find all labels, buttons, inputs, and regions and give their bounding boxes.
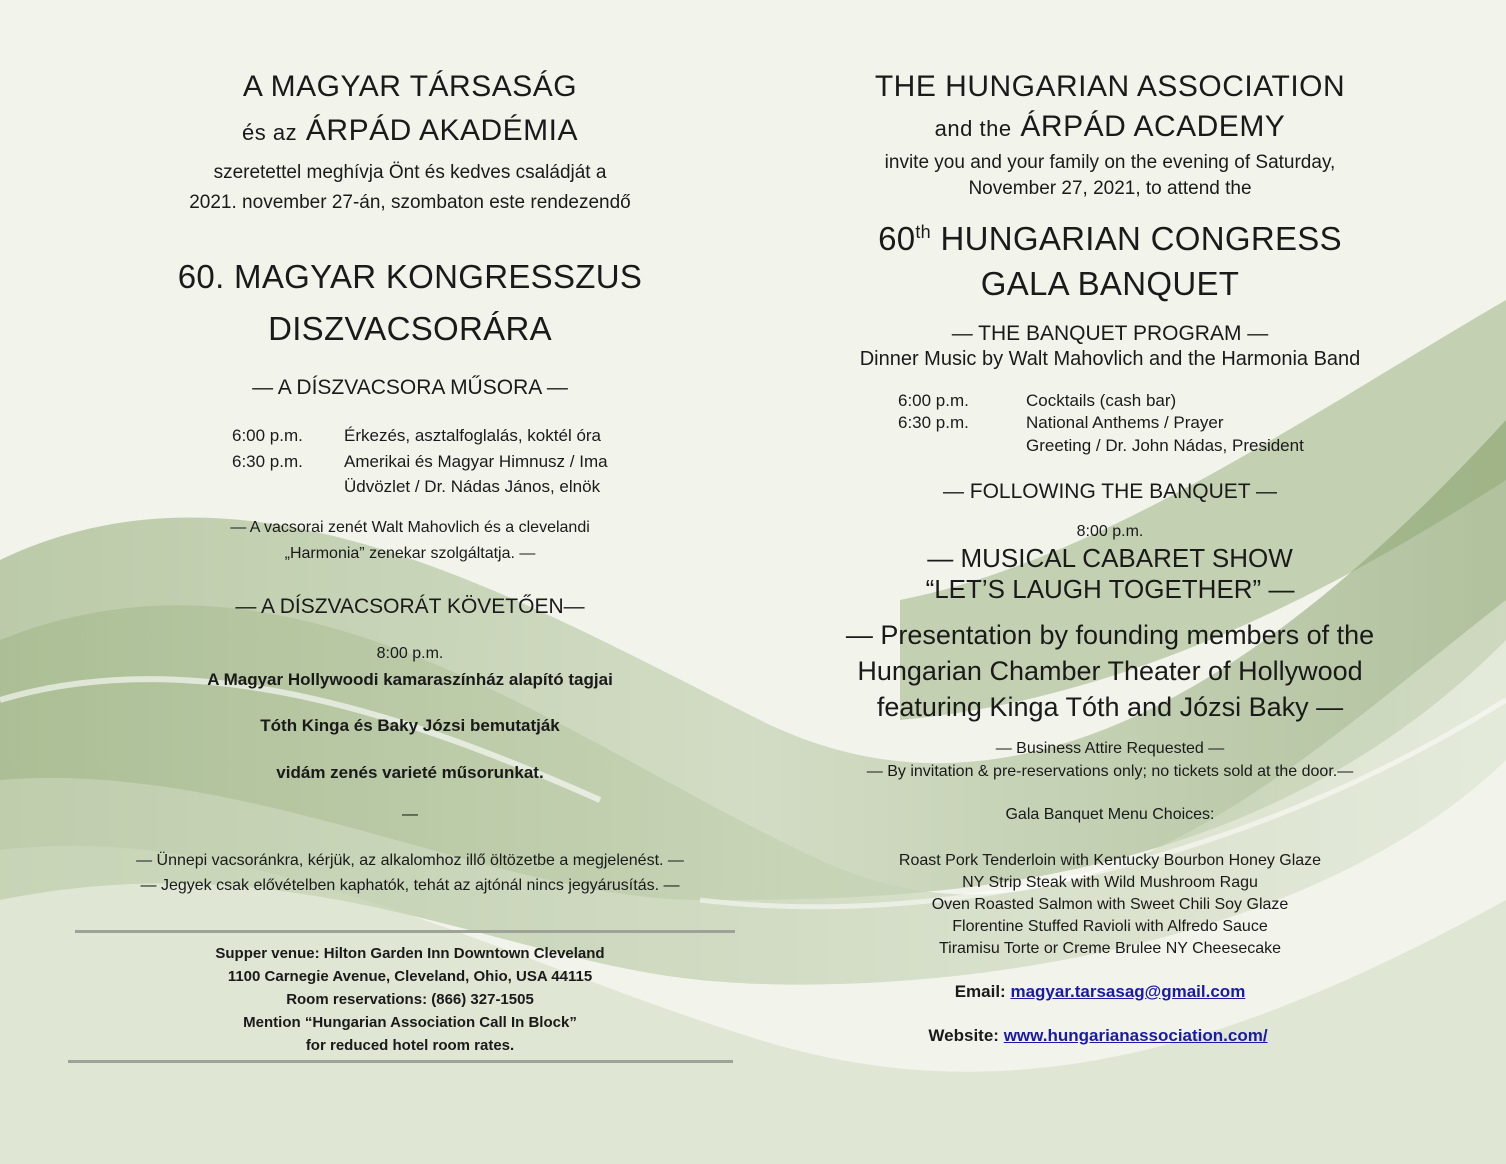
en-org-prefix: and the: [934, 116, 1012, 141]
schedule-time: 6:00 p.m.: [898, 391, 969, 410]
en-presentation-line2: Hungarian Chamber Theater of Hollywood: [857, 656, 1363, 686]
hu-show-line1: A Magyar Hollywoodi kamaraszínház alapító tagjai: [207, 670, 613, 689]
en-website-row: [768, 1026, 1428, 1046]
schedule-time: 6:30 p.m.: [232, 452, 303, 471]
hu-schedule: [232, 424, 652, 499]
hu-org-prefix: és az: [241, 120, 298, 145]
en-presentation-line3: featuring Kinga Tóth and Józsi Baky —: [876, 692, 1344, 722]
email-label: Email:: [954, 982, 1006, 1001]
menu-item: Oven Roasted Salmon with Sweet Chili Soy Glaze: [931, 896, 1289, 913]
email-link[interactable]: magyar.tarsasag@gmail.com: [1010, 982, 1246, 1001]
hu-org-academy: ÁRPÁD AKADÉMIA: [305, 114, 578, 147]
schedule-event: Üdvözlet / Dr. Nádas János, elnök: [344, 477, 601, 496]
hu-event-title-line2: DISZVACSORÁRA: [268, 310, 552, 347]
venue-line: Room reservations: (866) 327-1505: [286, 991, 534, 1008]
en-title-number: 60: [878, 220, 916, 257]
en-org-subtitle: [780, 110, 1440, 144]
en-email-row: [770, 982, 1430, 1002]
en-org-title: THE HUNGARIAN ASSOCIATION: [874, 70, 1346, 103]
menu-item: Tiramisu Torte or Creme Brulee NY Cheesecake: [938, 940, 1282, 957]
en-invite-line1: invite you and your family on the evening of Saturday,: [884, 152, 1336, 173]
hu-music-line2: „Harmonia” zenekar szolgáltatja. —: [284, 545, 536, 562]
venue-line: 1100 Carnegie Avenue, Cleveland, Ohio, USA 44115: [227, 968, 593, 985]
en-show-line1: — MUSICAL CABARET SHOW: [927, 543, 1293, 573]
menu-item: NY Strip Steak with Wild Mushroom Ragu: [962, 874, 1258, 891]
schedule-event: Greeting / Dr. John Nádas, President: [1026, 436, 1304, 455]
venue-line: Supper venue: Hilton Garden Inn Downtown Cleveland: [215, 945, 605, 962]
en-schedule: [898, 389, 1358, 459]
en-menu-heading: Gala Banquet Menu Choices:: [1005, 806, 1215, 823]
en-title-rest: HUNGARIAN CONGRESS: [931, 220, 1342, 257]
schedule-event: Amerikai és Magyar Himnusz / Ima: [344, 452, 608, 471]
hu-org-title: A MAGYAR TÁRSASÁG: [242, 70, 578, 103]
schedule-event: Érkezés, asztalfoglalás, koktél óra: [344, 426, 602, 445]
website-label: Website:: [928, 1026, 999, 1045]
en-program-heading: — THE BANQUET PROGRAM —: [951, 322, 1269, 345]
en-event-title-line2: GALA BANQUET: [980, 265, 1240, 302]
hu-attire-note: — Ünnepi vacsoránkra, kérjük, az alkalomhoz illő öltözetbe a megjelenést. —: [136, 852, 684, 869]
hu-following-heading: — A DÍSZVACSORÁT KÖVETŐEN—: [235, 595, 585, 618]
menu-item: Florentine Stuffed Ravioli with Alfredo Sauce: [952, 918, 1268, 935]
website-link[interactable]: www.hungarianassociation.com/: [1003, 1026, 1268, 1045]
hu-show-line2: Tóth Kinga és Baky Józsi bemutatják: [260, 716, 560, 735]
en-show-line2: “LET’S LAUGH TOGETHER” —: [925, 574, 1295, 604]
en-following-heading: — FOLLOWING THE BANQUET —: [942, 480, 1278, 503]
hu-dash: —: [402, 806, 418, 823]
venue-info: [75, 942, 745, 1057]
schedule-event: National Anthems / Prayer: [1026, 413, 1224, 432]
en-following-time: 8:00 p.m.: [1076, 523, 1144, 540]
en-invite-line2: November 27, 2021, to attend the: [968, 178, 1252, 199]
en-menu-list: [780, 850, 1440, 960]
venue-bottom-divider: [68, 1060, 733, 1063]
en-event-title-line1: [780, 220, 1440, 258]
hu-show-line3: vidám zenés varieté műsorunkat.: [276, 763, 544, 782]
venue-top-divider: [75, 930, 735, 933]
hu-program-heading: — A DÍSZVACSORA MŰSORA —: [252, 376, 568, 399]
hu-event-title-line1: 60. MAGYAR KONGRESSZUS: [177, 258, 643, 295]
hu-following-time: 8:00 p.m.: [376, 645, 444, 662]
venue-line: Mention “Hungarian Association Call In Block”: [243, 1014, 577, 1031]
menu-item: Roast Pork Tenderloin with Kentucky Bourbon Honey Glaze: [898, 852, 1322, 869]
hu-org-subtitle: [60, 114, 760, 148]
schedule-event: Cocktails (cash bar): [1026, 391, 1177, 410]
hu-invite-line2: 2021. november 27-án, szombaton este rendezendő: [189, 192, 631, 213]
en-attire-note: — Business Attire Requested —: [995, 740, 1225, 757]
hu-tickets-note: — Jegyek csak elővételben kaphatók, tehát az ajtónál nincs jegyárusítás. —: [140, 877, 680, 894]
en-org-academy: ÁRPÁD ACADEMY: [1020, 110, 1286, 143]
en-presentation-line1: — Presentation by founding members of the: [845, 620, 1375, 650]
en-dinner-music: Dinner Music by Walt Mahovlich and the Harmonia Band: [859, 348, 1361, 370]
en-title-ordinal: th: [915, 222, 931, 242]
hu-invite-line1: szeretettel meghívja Önt és kedves családját a: [213, 162, 607, 183]
venue-line: for reduced hotel room rates.: [305, 1037, 515, 1054]
schedule-time: 6:30 p.m.: [898, 413, 969, 432]
en-invitation-note: — By invitation & pre-reservations only; no tickets sold at the door.—: [866, 763, 1354, 780]
hu-music-line1: — A vacsorai zenét Walt Mahovlich és a clevelandi: [230, 519, 590, 536]
schedule-time: 6:00 p.m.: [232, 426, 303, 445]
